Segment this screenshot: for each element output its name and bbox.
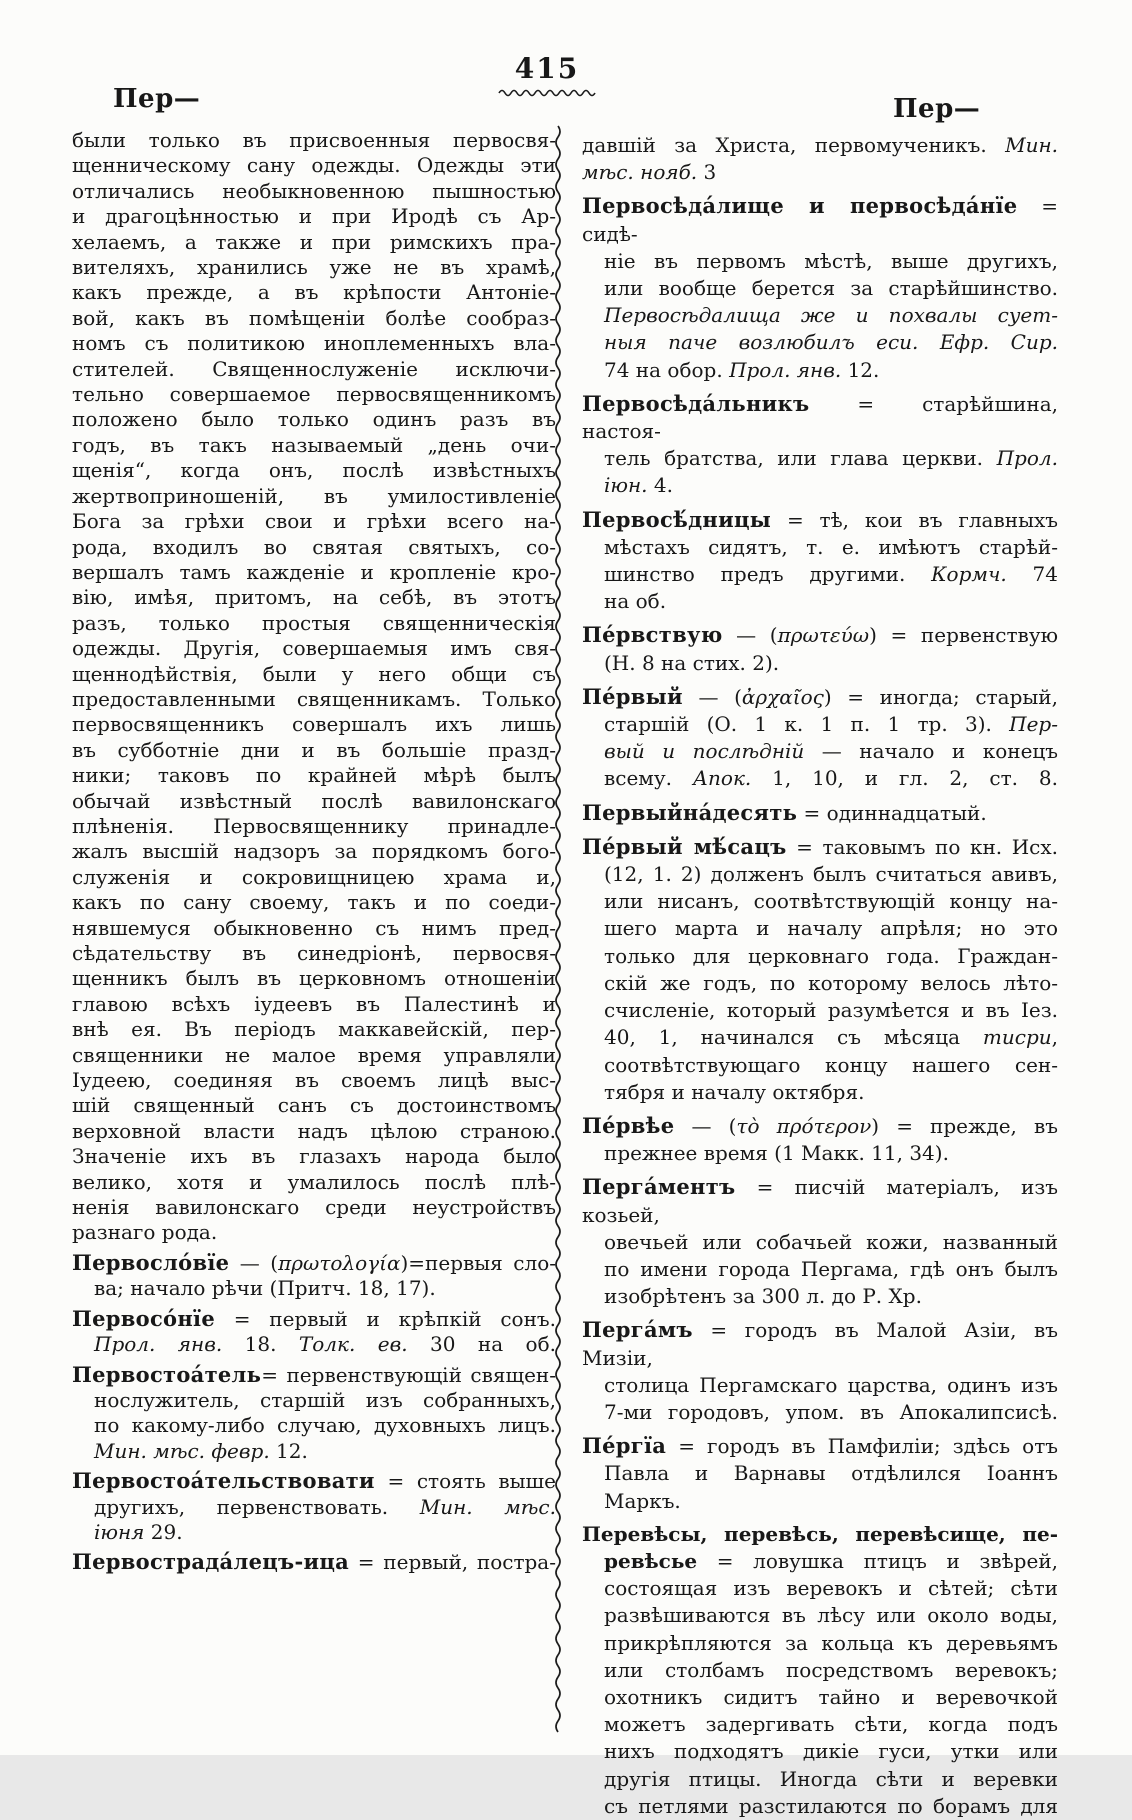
text-line xyxy=(582,1432,1058,1460)
body-text: старшій (О. 1 к. 1 п. 1 тр. 3). xyxy=(604,712,1010,737)
citation-italic: мѣс. нояб. xyxy=(582,160,698,185)
body-text: = старѣйшина, настоя- xyxy=(582,391,1058,444)
body-text: или нисанъ, соотвѣтствующій концу на- xyxy=(604,889,1058,914)
body-text: — ( xyxy=(722,623,778,648)
text-line xyxy=(582,1024,1058,1051)
body-text: (12, 1. 2) долженъ былъ считаться авивъ, xyxy=(604,862,1058,887)
text-line xyxy=(582,1229,1058,1256)
body-text: хелаемъ, а также и при римскихъ пра- xyxy=(72,229,556,254)
body-text: 18. xyxy=(222,1332,299,1357)
body-text: Бога за грѣхи свои и грѣхи всего на- xyxy=(72,509,556,534)
text-line xyxy=(582,302,1058,329)
body-text: тельно совершаемое первосвященникомъ xyxy=(72,382,556,407)
text-line xyxy=(72,1170,556,1195)
body-text: другихъ, первенствовать. xyxy=(94,1494,420,1519)
body-text: можетъ задергивать сѣти, когда подъ xyxy=(604,1712,1058,1737)
body-text: священники не малое время управляли xyxy=(72,1042,556,1067)
body-text: щеннодѣйствія, были у него общи съ xyxy=(72,661,556,686)
text-line xyxy=(72,712,556,737)
body-text: внѣ ея. Въ періодъ маккавейскій, пер- xyxy=(72,1017,556,1042)
text-line xyxy=(72,585,556,610)
text-paragraph xyxy=(72,128,556,1246)
body-text: и драгоцѣнностью и при Иродѣ съ Ар- xyxy=(72,204,556,229)
greek-term: τὸ πρότερον xyxy=(736,1113,872,1138)
body-text: по какому-либо случаю, духовныхъ лицъ. xyxy=(94,1413,556,1438)
text-line xyxy=(582,1372,1058,1399)
text-line xyxy=(582,1575,1058,1602)
body-text: 4. xyxy=(647,473,673,498)
body-text: овечьей или собачьей кожи, названный xyxy=(604,1229,1058,1254)
body-text: = городъ въ Памфиліи; здѣсь отъ xyxy=(666,1434,1058,1459)
body-text: 12. xyxy=(841,357,880,382)
citation-italic: ныя паче возлюбилъ еси. Ефр. Сир. xyxy=(604,330,1058,355)
text-line xyxy=(72,789,556,814)
body-text: = тѣ, кои въ главныхъ xyxy=(771,507,1058,532)
body-text: Значеніе ихъ въ глазахъ народа было xyxy=(72,1144,556,1169)
body-text: стителей. Священнослуженіе исключи- xyxy=(72,356,556,381)
text-line xyxy=(582,915,1058,942)
text-line xyxy=(72,1495,556,1520)
text-line xyxy=(72,1068,556,1093)
body-text: 74 xyxy=(1006,562,1058,587)
text-line xyxy=(72,484,556,509)
body-text: плѣненія. Первосвященнику принадле- xyxy=(72,813,556,838)
body-text: = ловушка птицъ и звѣрей, xyxy=(697,1548,1058,1573)
text-line xyxy=(582,1173,1058,1228)
headword-bold: ревѣсье xyxy=(604,1548,698,1573)
text-line xyxy=(72,890,556,915)
body-text: 7-ми городовъ, упом. въ Апокалипсисѣ. xyxy=(604,1399,1058,1424)
body-text: вію, имѣя, притомъ, на себѣ, въ этотъ xyxy=(72,585,556,610)
body-text: съ петлями разстилаются по борамъ для xyxy=(604,1793,1058,1818)
body-text: мѣстахъ сидятъ, т. е. имѣютъ старѣй- xyxy=(604,534,1058,559)
body-text: щенникъ былъ въ церковномъ отношеніи xyxy=(72,966,556,991)
text-line xyxy=(582,738,1058,765)
text-line xyxy=(582,970,1058,997)
body-text: на об. xyxy=(604,589,667,614)
body-text: положено было только одинъ разъ въ xyxy=(72,407,556,432)
body-text: велико, хотя и умалилось послѣ плѣ- xyxy=(72,1169,556,1194)
headword: Первострада́лецъ-ица xyxy=(72,1549,350,1575)
body-text: 12. xyxy=(269,1438,308,1463)
body-text: соотвѣтствующаго концу нашего сен- xyxy=(604,1052,1058,1077)
text-line xyxy=(72,1413,556,1438)
running-head-left: Пер— xyxy=(113,84,201,114)
body-text: другія птицы. Иногда сѣти и веревки xyxy=(604,1766,1058,1791)
greek-term: ἀρχαῖος xyxy=(741,684,824,709)
text-line xyxy=(72,230,556,255)
page-number-underline-flourish xyxy=(497,87,597,97)
text-line xyxy=(72,1332,556,1357)
body-text: были только въ присвоенныя первосвя- xyxy=(72,128,556,152)
text-line xyxy=(582,275,1058,302)
body-text: охотникъ сидитъ тайно и веревочкой xyxy=(604,1684,1058,1709)
text-line xyxy=(582,861,1058,888)
body-text: столица Пергамскаго царства, одинъ изъ xyxy=(604,1372,1058,1397)
text-line xyxy=(72,509,556,534)
body-text: 3 xyxy=(697,160,717,185)
headword-bold: Перевѣсы, перевѣсь, перевѣсище, пе- xyxy=(582,1521,1058,1546)
headword: Первосѣда́лище и первосѣда́нїе xyxy=(582,193,1018,219)
body-text: въ субботніе дни и въ большіе празд- xyxy=(72,737,556,762)
body-text: ніе въ первомъ мѣстѣ, выше другихъ, xyxy=(604,248,1058,273)
text-line xyxy=(582,1488,1058,1515)
dictionary-entry xyxy=(582,1432,1058,1515)
body-text: или столбамъ посредствомъ веревокъ; xyxy=(604,1657,1058,1682)
text-line xyxy=(72,535,556,560)
citation-italic: Первосѣдалища же и похвалы сует- xyxy=(604,303,1058,328)
dictionary-entry xyxy=(582,1173,1058,1310)
greek-term: πρωτεύω xyxy=(777,623,870,648)
citation-italic: Апок. xyxy=(692,766,752,791)
text-line xyxy=(582,588,1058,615)
text-line xyxy=(582,534,1058,561)
citation-italic: Мин. xyxy=(1005,133,1058,157)
dictionary-entry xyxy=(582,1521,1058,1820)
text-line xyxy=(582,997,1058,1024)
body-text: = писчій матеріалъ, изъ козьей, xyxy=(582,1175,1058,1227)
body-text: нослужитель, старшій изъ собранныхъ, xyxy=(94,1387,556,1412)
dictionary-entry xyxy=(582,192,1058,383)
text-line xyxy=(582,888,1058,915)
body-text: шинство предъ другими. xyxy=(604,562,932,587)
text-line xyxy=(72,611,556,636)
citation-italic: вый и послѣдній xyxy=(604,739,805,764)
text-line xyxy=(72,992,556,1017)
text-line xyxy=(72,1306,556,1332)
headword: Пе́ргїа xyxy=(582,1433,667,1459)
body-text: щенническому сану одежды. Одежды эти xyxy=(72,153,556,178)
text-line xyxy=(582,1657,1058,1684)
body-text: состоящая изъ веревокъ и сѣтей; сѣти xyxy=(604,1576,1058,1601)
headword: Перга́ментъ xyxy=(582,1174,736,1200)
dictionary-entry xyxy=(72,1549,556,1575)
body-text: ненія вавилонскаго среди неустройствъ xyxy=(72,1195,556,1220)
body-text: годъ, въ такъ называемый „день очи- xyxy=(72,432,556,457)
text-line xyxy=(72,1520,556,1545)
text-line xyxy=(72,814,556,839)
text-line xyxy=(582,506,1058,534)
text-line xyxy=(582,1684,1058,1711)
left-column xyxy=(72,128,556,1576)
text-line xyxy=(582,248,1058,275)
body-text: = городъ въ Малой Азіи, въ Мизіи, xyxy=(582,1318,1058,1370)
dictionary-entry xyxy=(72,1250,556,1302)
body-text: — ( xyxy=(674,1113,737,1138)
body-text: тября и началу октября. xyxy=(604,1079,865,1104)
body-text: )=первыя сло- xyxy=(400,1250,556,1275)
headword: Первостоа́тельствовати xyxy=(72,1468,375,1494)
page-number: 415 xyxy=(514,52,580,85)
headword: Первосло́вїе xyxy=(72,1249,230,1275)
body-text: 30 на об. xyxy=(407,1332,557,1357)
text-line xyxy=(72,433,556,458)
text-line xyxy=(72,1276,556,1301)
text-line xyxy=(72,1220,556,1245)
body-text: = первый и крѣпкій сонъ. xyxy=(214,1306,556,1331)
text-line xyxy=(582,390,1058,445)
body-text: прежнее время (1 Макк. 11, 34). xyxy=(604,1141,949,1166)
text-line xyxy=(72,941,556,966)
text-line xyxy=(582,1793,1058,1820)
dictionary-entry xyxy=(582,621,1058,676)
body-text: нявшемуся обыкновенно съ нимъ пред- xyxy=(72,915,556,940)
headword: Пе́рвый xyxy=(582,683,683,709)
body-text: = стоять выше xyxy=(374,1469,556,1494)
text-line xyxy=(582,1548,1058,1575)
body-text: верховной власти надъ цѣлою страною. xyxy=(72,1118,556,1143)
body-text: рода, входилъ во святая святыхъ, со- xyxy=(72,534,556,559)
body-text: вершалъ тамъ кажденіе и кропленіе кро- xyxy=(72,559,556,584)
text-line xyxy=(72,1119,556,1144)
text-paragraph xyxy=(582,132,1058,186)
body-text: шего марта и началу апрѣля; но это xyxy=(604,916,1058,941)
body-text: ) = иногда; старый, xyxy=(823,684,1058,709)
page-number-block xyxy=(462,52,632,97)
body-text: = одиннадцатый. xyxy=(797,800,987,825)
text-line xyxy=(72,382,556,407)
body-text: жалъ высшій надзоръ за порядкомъ бого- xyxy=(72,839,556,864)
text-line xyxy=(72,636,556,661)
text-line xyxy=(582,1521,1058,1548)
text-line xyxy=(582,943,1058,970)
text-line xyxy=(72,331,556,356)
text-line xyxy=(582,159,1058,186)
citation-italic: Кормч. xyxy=(931,562,1007,587)
headword: Первосѣ́дницы xyxy=(582,506,772,532)
dictionary-entry xyxy=(582,390,1058,500)
text-line xyxy=(72,306,556,331)
body-text: = таковымъ по кн. Исх. xyxy=(786,834,1058,859)
text-line xyxy=(72,687,556,712)
body-text: ) = первенствую xyxy=(869,623,1058,648)
text-line xyxy=(582,650,1058,677)
text-line xyxy=(72,763,556,788)
text-line xyxy=(582,621,1058,649)
body-text: = сидѣ- xyxy=(582,194,1058,246)
citation-italic: іюн. xyxy=(604,473,648,498)
citation-italic: Прол. xyxy=(996,446,1058,471)
body-text: обычай извѣстный послѣ вавилонскаго xyxy=(72,788,556,813)
text-line xyxy=(582,132,1058,159)
text-line xyxy=(72,865,556,890)
body-text: = первенствующій священ- xyxy=(261,1362,556,1387)
text-line xyxy=(72,255,556,280)
dictionary-entry xyxy=(72,1306,556,1358)
text-line xyxy=(72,1250,556,1276)
text-line xyxy=(72,738,556,763)
body-text: — ( xyxy=(229,1250,279,1275)
text-line xyxy=(72,179,556,204)
body-text: разнаго рода. xyxy=(72,1220,218,1245)
body-text: = первый, постра- xyxy=(349,1550,556,1575)
body-text: 74 на обор. xyxy=(604,357,730,382)
text-line xyxy=(72,1093,556,1118)
body-text: какъ прежде, а въ крѣпости Антоніе- xyxy=(72,280,556,305)
body-text: тель братства, или глава церкви. xyxy=(604,446,997,471)
headword: Первостоа́тель xyxy=(72,1361,262,1387)
body-text: первосвященникъ совершалъ ихъ лишь xyxy=(72,712,556,737)
text-line xyxy=(582,683,1058,711)
body-text: номъ съ политикою иноплеменныхъ вла- xyxy=(72,331,556,356)
body-text: одежды. Другія, совершаемыя имъ свя- xyxy=(72,636,556,661)
body-text: Павла и Варнавы отдѣлился Іоаннъ xyxy=(604,1461,1058,1486)
text-line xyxy=(72,407,556,432)
text-line xyxy=(72,839,556,864)
dictionary-entry xyxy=(72,1468,556,1545)
body-text: жертвоприношеній, въ умилостивленіе xyxy=(72,483,556,508)
body-text: отличались необыкновенною пышностью xyxy=(72,178,556,203)
dictionary-entry xyxy=(582,833,1058,1106)
citation-italic: Прол. янв. xyxy=(94,1332,223,1357)
body-text: всему. xyxy=(604,766,693,791)
text-line xyxy=(582,357,1058,384)
body-text: или вообще берется за старѣйшинство. xyxy=(604,276,1058,301)
citation-italic: іюня xyxy=(94,1519,145,1544)
headword: Пе́рвѣе xyxy=(582,1112,675,1138)
body-text: сѣдательству въ синедріонѣ, первосвя- xyxy=(72,941,556,965)
body-text: ники; таковъ по крайней мѣрѣ былъ xyxy=(72,763,556,788)
text-line xyxy=(582,445,1058,472)
body-text: по имени города Пергама, гдѣ онъ былъ xyxy=(604,1256,1058,1281)
body-text: предоставленными священникамъ. Только xyxy=(72,686,556,711)
text-line xyxy=(582,1711,1058,1738)
dictionary-entry xyxy=(582,506,1058,616)
text-line xyxy=(72,560,556,585)
text-line xyxy=(582,799,1058,827)
text-line xyxy=(72,128,556,153)
headword: Первосо́нїе xyxy=(72,1305,215,1331)
body-text: Іудеею, соединяя въ своемъ лицѣ выс- xyxy=(72,1068,556,1093)
body-text: — начало и конецъ xyxy=(804,739,1058,764)
body-text: какъ по сану своему, такъ и по соеди- xyxy=(72,890,556,915)
text-line xyxy=(582,1630,1058,1657)
running-head-right: Пер— xyxy=(893,94,981,124)
text-line xyxy=(582,765,1058,792)
headword: Пе́рвый мѣ́сацъ xyxy=(582,833,787,859)
citation-italic: Мин. мѣс. xyxy=(419,1494,556,1519)
text-line xyxy=(72,458,556,483)
citation-italic: Пер- xyxy=(1009,712,1058,737)
text-line xyxy=(582,1112,1058,1140)
dictionary-entry xyxy=(582,799,1058,827)
text-line xyxy=(582,1140,1058,1167)
dictionary-entry xyxy=(582,683,1058,793)
text-line xyxy=(72,1195,556,1220)
headword: Перга́мъ xyxy=(582,1317,693,1343)
citation-italic: Прол. янв. xyxy=(729,357,842,382)
text-line xyxy=(582,561,1058,588)
text-line xyxy=(72,1439,556,1464)
text-line xyxy=(72,153,556,178)
headword: Первыйна́десять xyxy=(582,799,798,825)
text-line xyxy=(582,1460,1058,1487)
body-text: изобрѣтенъ за 300 л. до Р. Хр. xyxy=(604,1284,922,1309)
body-text: 29. xyxy=(144,1519,183,1544)
text-line xyxy=(72,1144,556,1169)
body-text: Маркъ. xyxy=(604,1488,681,1513)
dictionary-entry xyxy=(582,1316,1058,1426)
text-line xyxy=(72,1468,556,1494)
right-column xyxy=(582,132,1058,1820)
text-line xyxy=(72,1388,556,1413)
body-text: скій же годъ, по которому велось лѣто- xyxy=(604,970,1058,995)
text-line xyxy=(72,662,556,687)
body-text: вой, какъ въ помѣщеніи болѣе сообраз- xyxy=(72,305,556,330)
body-text: щенія“, когда онъ, послѣ извѣстныхъ xyxy=(72,458,556,483)
text-line xyxy=(72,966,556,991)
text-line xyxy=(72,1362,556,1388)
body-text: только для церковнаго года. Граждан- xyxy=(604,943,1058,968)
text-line xyxy=(582,472,1058,499)
text-line xyxy=(72,1549,556,1575)
citation-italic: тисри xyxy=(982,1025,1052,1050)
text-line xyxy=(582,1399,1058,1426)
text-line xyxy=(72,1017,556,1042)
body-text: 40, 1, начинался съ мѣсяца xyxy=(604,1025,983,1050)
body-text: главою всѣхъ іудеевъ въ Палестинѣ и xyxy=(72,991,556,1016)
text-line xyxy=(582,329,1058,356)
text-line xyxy=(582,1256,1058,1283)
text-line xyxy=(582,1602,1058,1629)
text-line xyxy=(72,357,556,382)
body-text: развѣшиваются въ лѣсу или около воды, xyxy=(604,1603,1058,1628)
text-line xyxy=(72,1043,556,1068)
body-text: разъ, только простыя священническія xyxy=(72,610,556,635)
body-text: шій священный санъ съ достоинствомъ xyxy=(72,1093,556,1118)
text-line xyxy=(582,711,1058,738)
body-text: (Н. 8 на стих. 2). xyxy=(604,650,780,675)
body-text: , xyxy=(1051,1025,1058,1050)
text-line xyxy=(72,916,556,941)
headword: Пе́рвствую xyxy=(582,622,723,648)
text-line xyxy=(582,192,1058,247)
citation-italic: Толк. ев. xyxy=(298,1332,408,1357)
body-text: счисленіе, который разумѣется и въ Іез. xyxy=(604,998,1058,1023)
greek-term: πρωτολογία xyxy=(278,1250,401,1275)
dictionary-entry xyxy=(582,1112,1058,1167)
body-text: нихъ подходятъ дикіе гуси, утки или xyxy=(604,1739,1058,1764)
body-text: — ( xyxy=(682,684,742,709)
text-line xyxy=(72,280,556,305)
text-line xyxy=(582,1316,1058,1371)
body-text: ва; начало рѣчи (Притч. 18, 17). xyxy=(94,1276,436,1301)
dictionary-entry xyxy=(72,1362,556,1465)
body-text: ) = прежде, въ xyxy=(871,1113,1058,1138)
body-text: прикрѣпляются за кольца къ деревьямъ xyxy=(604,1630,1058,1655)
text-line xyxy=(582,833,1058,861)
text-line xyxy=(582,1738,1058,1765)
text-line xyxy=(582,1766,1058,1793)
headword: Первосѣда́льникъ xyxy=(582,390,810,416)
text-line xyxy=(582,1079,1058,1106)
text-line xyxy=(582,1283,1058,1310)
body-text: вителяхъ, хранились уже не въ храмѣ, xyxy=(72,255,556,280)
text-line xyxy=(72,204,556,229)
body-text: давшій за Христа, первомученикъ. xyxy=(582,133,1006,157)
citation-italic: Мин. мѣс. февр. xyxy=(94,1438,270,1463)
body-text: служенія и сокровищницею храма и, xyxy=(72,864,556,889)
text-line xyxy=(582,1052,1058,1079)
body-text: 1, 10, и гл. 2, ст. 8. xyxy=(751,766,1058,791)
